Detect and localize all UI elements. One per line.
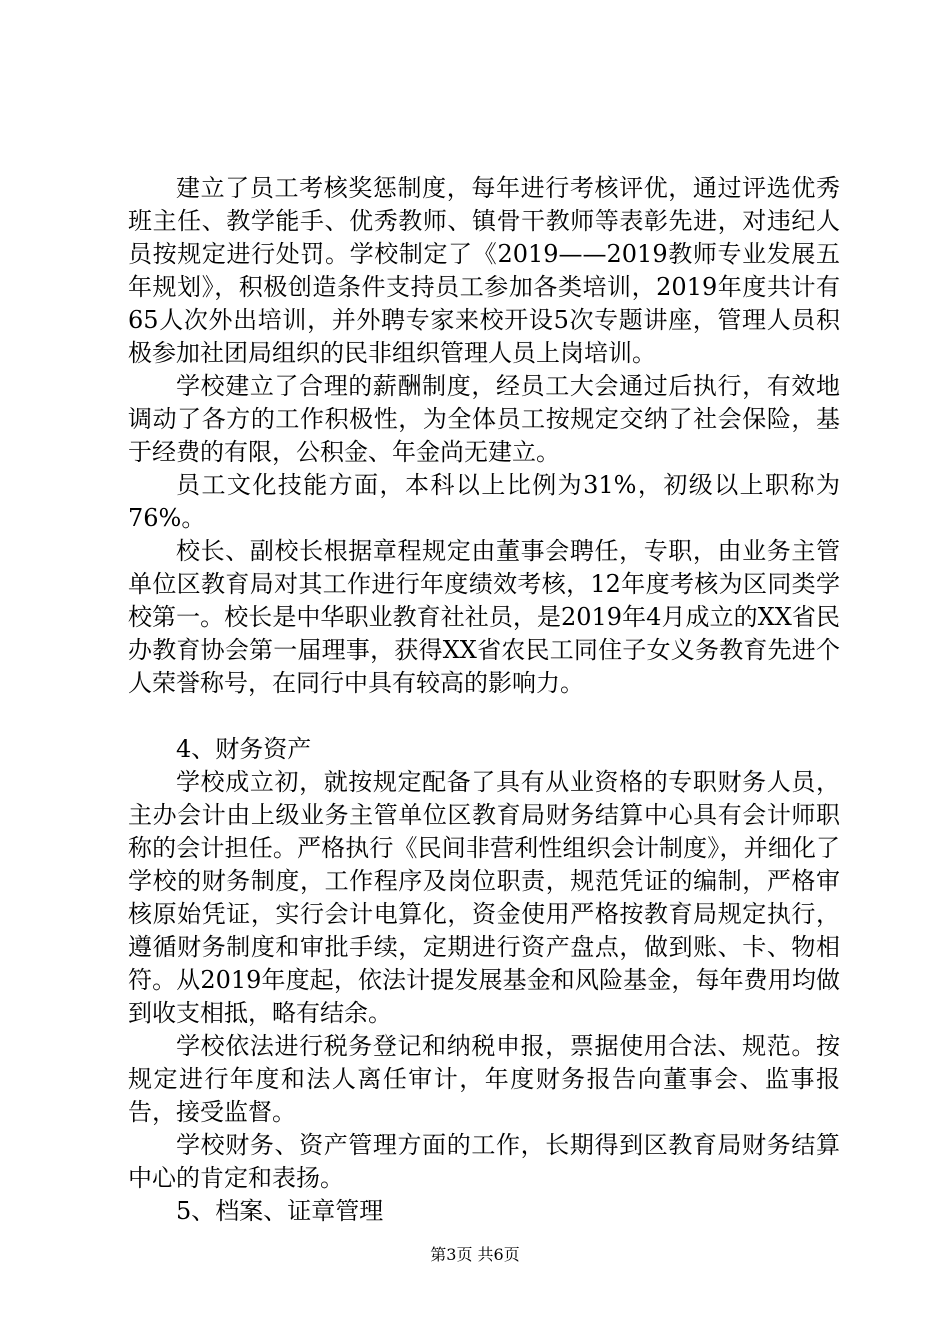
- section-heading-archives: 5、档案、证章管理: [176, 1197, 384, 1225]
- section-heading-finance: 4、财务资产: [176, 735, 312, 763]
- paragraph-principal: 校长、副校长根据章程规定由董事会聘任，专职，由业务主管单位区教育局对其工作进行年度绩效考核，12年度考核为区同类学校第一。校长是中华职业教育社社员，是2019年4月成立的XX省民办教育协会第一届理事，获得XX省农民工同住子女义务教育先进个人荣誉称号，在同行中具有较高的影响力。: [128, 537, 840, 697]
- paragraph-staff-assessment: 建立了员工考核奖惩制度，每年进行考核评优，通过评选优秀班主任、教学能手、优秀教师、镇骨干教师等表彰先进，对违纪人员按规定进行处罚。学校制定了《2019——2019教师专业发展五年规划》，积极创造条件支持员工参加各类培训，2019年度共计有65人次外出培训，并外聘专家来校开设5次专题讲座，管理人员积极参加社团局组织的民非组织管理人员上岗培训。: [128, 174, 840, 367]
- paragraph-staff-qualification: 员工文化技能方面，本科以上比例为31%，初级以上职称为76%。: [128, 471, 840, 532]
- page-footer: [0, 1245, 950, 1265]
- document-body: [128, 172, 840, 1228]
- paragraph-finance-praise: 学校财务、资产管理方面的工作，长期得到区教育局财务结算中心的肯定和表扬。: [128, 1131, 840, 1192]
- paragraph-finance-staff: 学校成立初，就按规定配备了具有从业资格的专职财务人员，主办会计由上级业务主管单位区教育局财务结算中心具有会计师职称的会计担任。严格执行《民间非营利性组织会计制度》，并细化了学校的财务制度，工作程序及岗位职责，规范凭证的编制，严格审核原始凭证，实行会计电算化，资金使用严格按教育局规定执行，遵循财务制度和审批手续，定期进行资产盘点，做到账、卡、物相符。从2019年度起，依法计提发展基金和风险基金，每年费用均做到收支相抵，略有结余。: [128, 768, 840, 1027]
- paragraph-salary-system: 学校建立了合理的薪酬制度，经员工大会通过后执行，有效地调动了各方的工作积极性，为全体员工按规定交纳了社会保险，基于经费的有限，公积金、年金尚无建立。: [128, 372, 840, 466]
- paragraph-tax-audit: 学校依法进行税务登记和纳税申报，票据使用合法、规范。按规定进行年度和法人离任审计，年度财务报告向董事会、监事报告，接受监督。: [128, 1032, 840, 1126]
- page-number: 第3页 共6页: [430, 1245, 520, 1264]
